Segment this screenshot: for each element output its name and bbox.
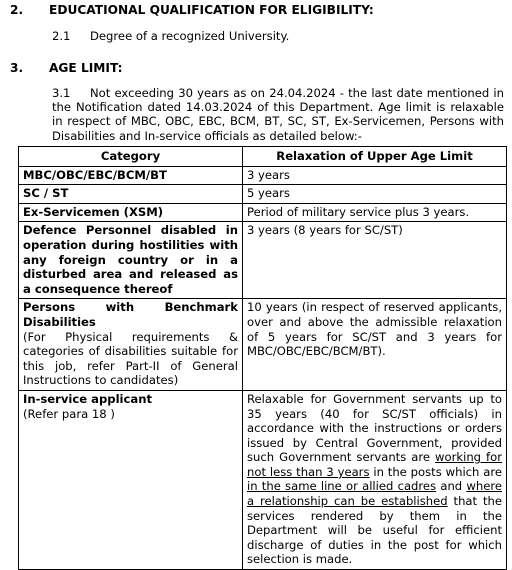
relaxation-text: Relaxable for Government servants up to 35 years (40 for SC/ST officials) in accordance with the instructions or orders issued by Central Government, provided such Government servants are: [247, 391, 502, 465]
category-title: In-service applicant: [23, 391, 153, 406]
table-header-row: [19, 147, 507, 167]
clause-3-1: [52, 86, 504, 143]
table-row: [19, 390, 507, 569]
relaxation-text: that the services rendered by them in the Department will be useful for efficient discharge of duties in the post for which selection is made.: [247, 494, 502, 567]
section-3-heading: [10, 61, 123, 75]
relaxation-cell: Period of military service plus 3 years.: [243, 203, 507, 222]
category-note: (Refer para 18 ): [23, 406, 115, 421]
category-cell: SC / ST: [19, 185, 243, 204]
section-number: 2.: [10, 3, 24, 17]
underlined-condition: working for not less than 3 years: [247, 450, 502, 479]
table-row: [19, 166, 507, 185]
section-title: EDUCATIONAL QUALIFICATION FOR ELIGIBILITY:: [49, 3, 374, 17]
section-title: AGE LIMIT:: [49, 61, 123, 75]
relaxation-cell: 3 years (8 years for SC/ST): [243, 222, 507, 299]
underlined-condition: where a relationship can be established: [247, 479, 502, 509]
clause-2-1: [52, 29, 504, 43]
table-row: [19, 222, 507, 299]
relaxation-cell: [243, 390, 507, 569]
category-cell: [19, 390, 243, 569]
table-row: [19, 203, 507, 222]
category-title: Persons with Benchmark Disabilities: [23, 300, 238, 329]
clause-text: Not exceeding 30 years as on 24.04.2024 - the last date mentioned in the Notification dated 14.03.2024 of this Department. Age limit is relaxable in respect of MBC, OBC, EBC, BCM, BT, SC, ST, Ex-Servicemen, Persons with Disabilities and In-service officials as detailed below:-: [52, 86, 504, 143]
category-cell: Ex-Servicemen (XSM): [19, 203, 243, 222]
age-relaxation-table: [18, 146, 507, 570]
clause-number: 2.1: [52, 29, 71, 43]
header-category: Category: [19, 147, 243, 167]
category-note: (For Physical requirements & categories of disabilities suitable for this job, refer Part-II of General Instructions to candidates): [23, 329, 238, 388]
relaxation-cell: 5 years: [243, 185, 507, 204]
table-row: [19, 299, 507, 391]
header-relaxation: Relaxation of Upper Age Limit: [243, 147, 507, 167]
relaxation-text: in the posts which are: [369, 464, 503, 479]
section-2-heading: [10, 3, 374, 17]
clause-text: Degree of a recognized University.: [90, 29, 290, 43]
category-cell: Defence Personnel disabled in operation during hostilities with any foreign country or in a disturbed area and released as a consequence thereof: [19, 222, 243, 299]
underlined-condition: in the same line or allied cadres: [247, 479, 437, 494]
relaxation-text: and: [436, 479, 467, 494]
relaxation-cell: 10 years (in respect of reserved applicants, over and above the admissible relaxation of 5 years for SC/ST and 3 years for MBC/OBC/EBC/BCM/BT).: [243, 299, 507, 391]
category-cell: MBC/OBC/EBC/BCM/BT: [19, 166, 243, 185]
category-cell: [19, 299, 243, 391]
relaxation-cell: 3 years: [243, 166, 507, 185]
table-row: [19, 185, 507, 204]
clause-number: 3.1: [52, 86, 71, 100]
section-number: 3.: [10, 61, 24, 75]
